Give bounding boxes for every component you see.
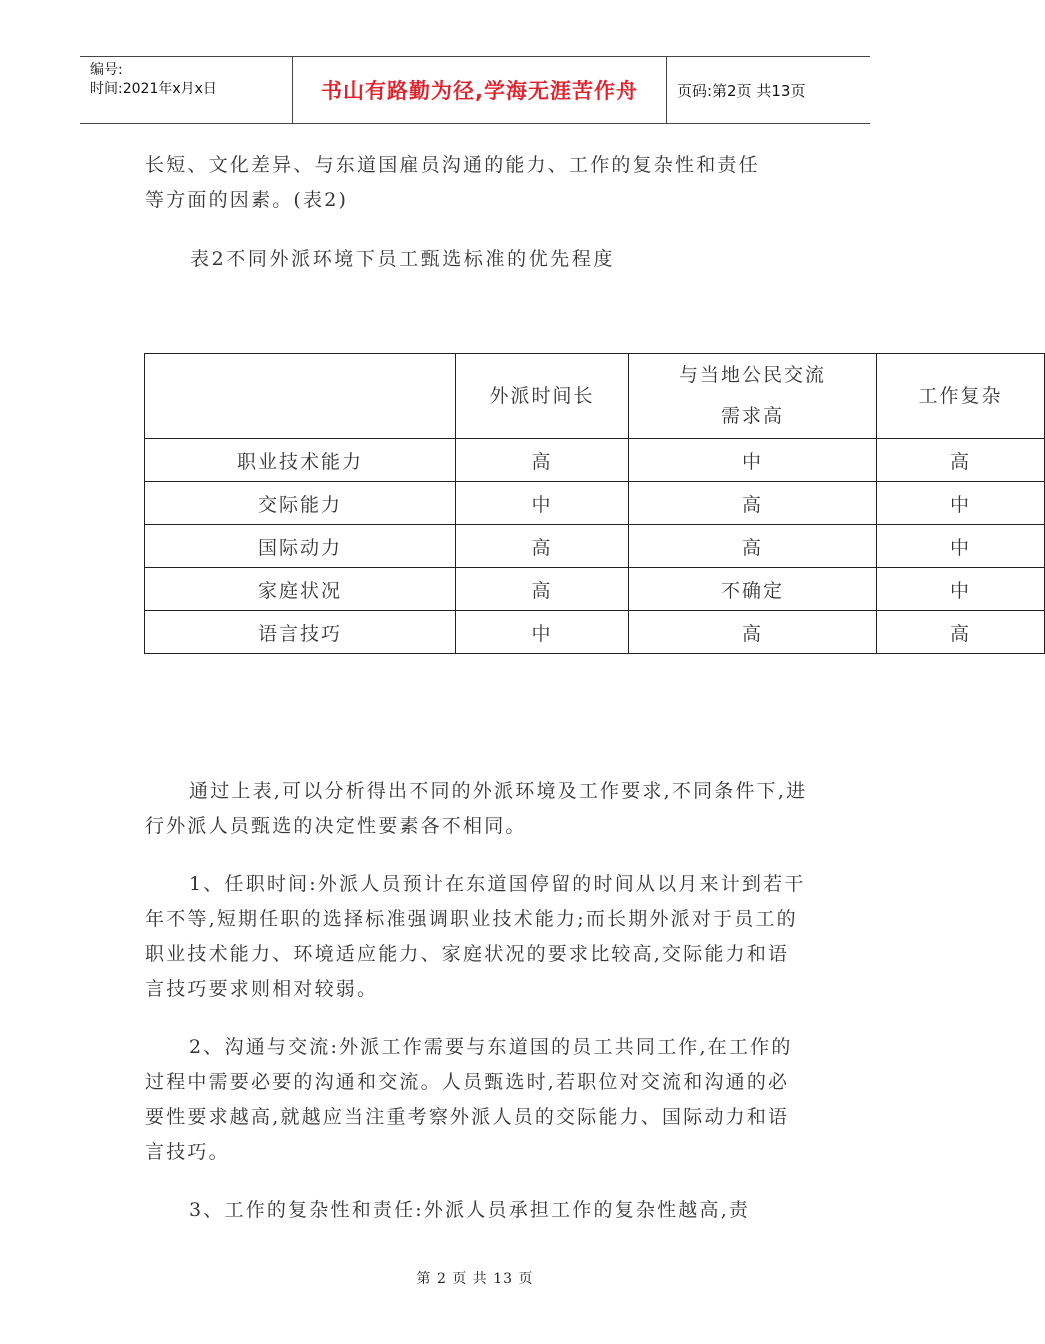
row-label: 交际能力	[145, 482, 456, 525]
header-cell-long-assignment: 外派时间长	[456, 354, 629, 439]
table-row	[145, 611, 1045, 654]
communication-paragraph: 2、沟通与交流:外派工作需要与东道国的员工共同工作,在工作的过程中需要必要的沟通和交流。人员甄选时,若职位对交流和沟通的必要性要求越高,就越应当注重考察外派人员的交际能力、国际动力和语言技巧。	[145, 1036, 793, 1163]
document-date: 时间:2021年x月x日	[90, 81, 217, 97]
table-cell: 高	[456, 525, 629, 568]
table-cell: 中	[456, 611, 629, 654]
table-cell: 中	[629, 439, 877, 482]
table-cell: 中	[877, 568, 1045, 611]
table-cell: 高	[456, 568, 629, 611]
header-page-info: 页码:第2页 共13页	[677, 81, 806, 100]
priority-table-container	[144, 353, 1003, 655]
header-cell-local-communication: 与当地公民交流需求高	[629, 354, 877, 439]
table-cell: 中	[877, 525, 1045, 568]
table-row	[145, 525, 1045, 568]
table-header-row	[145, 354, 1045, 439]
page-header	[80, 56, 870, 124]
header-motto: 书山有路勤为径,学海无涯苦作舟	[293, 57, 667, 123]
tenure-paragraph: 1、任职时间:外派人员预计在东道国停留的时间从以月来计到若干年不等,短期任职的选择标准强调职业技术能力;而长期外派对于员工的职业技术能力、环境适应能力、家庭状况的要求比较高,交际能力和语言技巧要求则相对较弱。	[145, 873, 806, 1000]
table-row	[145, 568, 1045, 611]
table-cell: 高	[877, 611, 1045, 654]
priority-table	[144, 353, 1045, 654]
complexity-paragraph: 3、工作的复杂性和责任:外派人员承担工作的复杂性越高,责	[189, 1199, 751, 1221]
header-cell-job-complexity: 工作复杂	[877, 354, 1045, 439]
intro-paragraph	[145, 148, 810, 218]
document-number-label: 编号:	[90, 62, 123, 78]
table-cell: 高	[456, 439, 629, 482]
analysis-paragraph: 通过上表,可以分析得出不同的外派环境及工作要求,不同条件下,进行外派人员甄选的决定性要素各不相同。	[145, 780, 808, 837]
table-cell: 不确定	[629, 568, 877, 611]
table-cell: 中	[456, 482, 629, 525]
intro-line-2: 等方面的因素。(表2)	[145, 189, 349, 211]
header-meta	[80, 57, 293, 123]
table-cell: 中	[877, 482, 1045, 525]
table-cell: 高	[629, 611, 877, 654]
row-label: 职业技术能力	[145, 439, 456, 482]
header-cell-empty	[145, 354, 456, 439]
table-row	[145, 482, 1045, 525]
row-label: 国际动力	[145, 525, 456, 568]
table-cell: 高	[629, 482, 877, 525]
table-cell: 高	[629, 525, 877, 568]
table-cell: 高	[877, 439, 1045, 482]
row-label: 语言技巧	[145, 611, 456, 654]
row-label: 家庭状况	[145, 568, 456, 611]
table-caption: 表2不同外派环境下员工甄选标准的优先程度	[190, 248, 616, 270]
page-footer: 第 2 页 共 13 页	[416, 1271, 534, 1287]
intro-line-1: 长短、文化差异、与东道国雇员沟通的能力、工作的复杂性和责任	[145, 154, 760, 176]
table-row	[145, 439, 1045, 482]
